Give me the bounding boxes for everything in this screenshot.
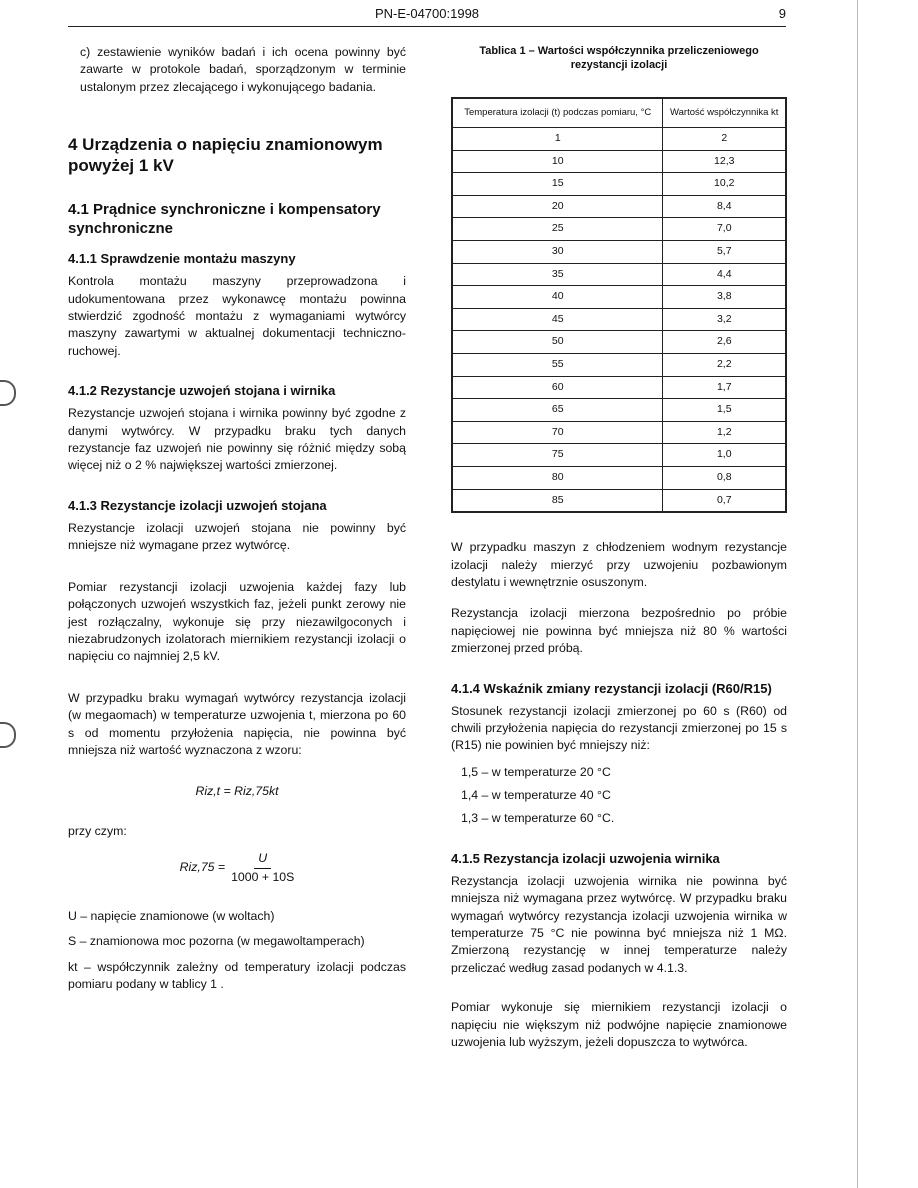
table-cell-coefficient: 2 bbox=[663, 128, 786, 151]
formula-riz-75 bbox=[68, 850, 406, 886]
table-cell-coefficient: 3,2 bbox=[663, 308, 786, 331]
table-row bbox=[452, 331, 786, 354]
table-row bbox=[452, 240, 786, 263]
definition-u: U – napięcie znamionowe (w woltach) bbox=[68, 908, 275, 923]
table-1-caption: Tablica 1 – Wartości współczynnika przeliczeniowego rezystancji izolacji bbox=[479, 45, 759, 71]
table-cell-temperature: 1 bbox=[452, 128, 663, 151]
table-row bbox=[452, 444, 786, 467]
table-cell-temperature: 15 bbox=[452, 173, 663, 196]
left-column bbox=[68, 44, 406, 994]
table-row bbox=[452, 150, 786, 173]
table-cell-coefficient: 1,7 bbox=[663, 376, 786, 399]
document-id: PN-E-04700:1998 bbox=[374, 6, 480, 21]
paragraph-after-test: Rezystancja izolacji mierzona bezpośrednio po próbie napięciowej nie powinna być mniejsza niż 80 % wartości zmierzonej przed próbą. bbox=[451, 606, 787, 656]
section-4-1-2-heading: 4.1.2 Rezystancje uzwojeń stojana i wirnika bbox=[68, 383, 336, 399]
paragraph-water-cooling: W przypadku maszyn z chłodzeniem wodnym rezystancje izolacji należy mierzyć przy uzwojeniu pozbawionym destylatu i wewnętrznie osuszonym. bbox=[451, 540, 787, 589]
binder-hole-mark bbox=[0, 722, 16, 748]
definition-s: S – znamionowa moc pozorna (w megawoltamperach) bbox=[68, 934, 365, 949]
right-column bbox=[451, 44, 787, 1051]
table-1 bbox=[451, 97, 787, 513]
fraction-denominator: 1000 + 10S bbox=[231, 869, 295, 884]
table-cell-coefficient: 0,8 bbox=[663, 466, 786, 489]
paragraph-c: c) zestawienie wyników badań i ich ocena powinny być zawarte w protokole badań, sporządzonym w terminie ustalonym przez zlecającego i wykonującego badania. bbox=[80, 45, 406, 94]
table-cell-temperature: 70 bbox=[452, 421, 663, 444]
table-cell-coefficient: 1,2 bbox=[663, 421, 786, 444]
page-number: 9 bbox=[778, 6, 786, 21]
section-4-1-5-heading: 4.1.5 Rezystancja izolacji uzwojenia wirnika bbox=[451, 850, 720, 866]
table-header-row bbox=[452, 98, 786, 128]
list-item: 1,3 – w temperaturze 60 °C. bbox=[461, 810, 615, 825]
table-cell-coefficient: 12,3 bbox=[663, 150, 786, 173]
table-header-temperature: Temperatura izolacji (t) podczas pomiaru, °C bbox=[452, 98, 663, 128]
section-4-1-4-heading: 4.1.4 Wskaźnik zmiany rezystancji izolacji (R60/R15) bbox=[451, 680, 772, 696]
table-row bbox=[452, 286, 786, 309]
table-body bbox=[452, 128, 786, 513]
page-edge-line bbox=[857, 0, 858, 1188]
table-cell-coefficient: 1,5 bbox=[663, 399, 786, 422]
table-cell-temperature: 60 bbox=[452, 376, 663, 399]
table-row bbox=[452, 399, 786, 422]
paragraph-4-1-2: Rezystancje uzwojeń stojana i wirnika powinny być zgodne z danymi wytwórcy. W przypadku braku tych danych rezystancje faz uzwojeń nie powinny się różnić między sobą więcej niż o 2 % największej wartości zmierzonej. bbox=[68, 406, 406, 473]
paragraph-4-1-3c: W przypadku braku wymagań wytwórcy rezystancja izolacji (w megaomach) w temperaturze uzwojenia t, mierzona po 60 s od momentu przyłożenia napięcia, nie powinna być mniejsza niż wartość wyznaczona z wzoru: bbox=[68, 690, 406, 757]
table-row bbox=[452, 195, 786, 218]
table-row bbox=[452, 218, 786, 241]
table-cell-temperature: 85 bbox=[452, 489, 663, 512]
formula-riz-t: Riz,t = Riz,75kt bbox=[195, 784, 279, 799]
list-item: 1,4 – w temperaturze 40 °C bbox=[461, 787, 611, 802]
table-row bbox=[452, 489, 786, 512]
table-header-coefficient: Wartość współczynnika kt bbox=[663, 98, 786, 128]
table-cell-coefficient: 8,4 bbox=[663, 195, 786, 218]
table-row bbox=[452, 353, 786, 376]
table-cell-temperature: 35 bbox=[452, 263, 663, 286]
table-cell-temperature: 20 bbox=[452, 195, 663, 218]
definition-kt: kt – współczynnik zależny od temperatury izolacji podczas pomiaru podany w tablicy 1 . bbox=[68, 959, 406, 992]
fraction-numerator: U bbox=[254, 850, 271, 868]
table-cell-coefficient: 7,0 bbox=[663, 218, 786, 241]
table-cell-coefficient: 1,0 bbox=[663, 444, 786, 467]
table-cell-temperature: 65 bbox=[452, 399, 663, 422]
section-4-1-heading: 4.1 Prądnice synchroniczne i kompensatory synchroniczne bbox=[68, 201, 381, 238]
formula-riz-75-lhs: Riz,75 = bbox=[179, 860, 226, 875]
table-cell-temperature: 45 bbox=[452, 308, 663, 331]
table-cell-coefficient: 0,7 bbox=[663, 489, 786, 512]
page-header bbox=[68, 4, 786, 27]
section-4-heading: 4 Urządzenia o napięciu znamionowym powyżej 1 kV bbox=[68, 135, 383, 176]
paragraph-4-1-5b: Pomiar wykonuje się miernikiem rezystancji izolacji o napięciu nie większym niż podwójne napięcie znamionowe uzwojenia lub wyższym, jeżeli dopuszcza to wytwórca. bbox=[451, 1000, 787, 1049]
table-cell-temperature: 40 bbox=[452, 286, 663, 309]
table-cell-coefficient: 3,8 bbox=[663, 286, 786, 309]
table-cell-temperature: 55 bbox=[452, 353, 663, 376]
fraction bbox=[231, 850, 294, 886]
table-row bbox=[452, 173, 786, 196]
table-row bbox=[452, 466, 786, 489]
table-cell-temperature: 10 bbox=[452, 150, 663, 173]
ratio-list bbox=[451, 761, 787, 830]
section-4-1-1-heading: 4.1.1 Sprawdzenie montażu maszyny bbox=[68, 251, 296, 267]
table-cell-coefficient: 2,6 bbox=[663, 331, 786, 354]
table-cell-temperature: 80 bbox=[452, 466, 663, 489]
list-item: 1,5 – w temperaturze 20 °C bbox=[461, 764, 611, 779]
przy-czym-label: przy czym: bbox=[68, 823, 127, 838]
table-cell-coefficient: 4,4 bbox=[663, 263, 786, 286]
paragraph-4-1-1: Kontrola montażu maszyny przeprowadzona i udokumentowana przez wykonawcę montażu powinna stwierdzić zgodność montażu z wymaganiami wytwórcy maszyny zawartymi w aktualnej dokumentacji techniczno-ruchowej. bbox=[68, 274, 406, 358]
table-cell-coefficient: 10,2 bbox=[663, 173, 786, 196]
table-row bbox=[452, 128, 786, 151]
table-row bbox=[452, 376, 786, 399]
table-cell-temperature: 75 bbox=[452, 444, 663, 467]
table-cell-temperature: 25 bbox=[452, 218, 663, 241]
table-row bbox=[452, 263, 786, 286]
table-cell-coefficient: 5,7 bbox=[663, 240, 786, 263]
paragraph-4-1-3b: Pomiar rezystancji izolacji uzwojenia każdej fazy lub połączonych uzwojeń wszystkich faz, jeżeli punkt zerowy nie jest rozłączalny, wykonuje się przy niezawilgoconych i niezabrudzonych izolatorach miernikiem rezystancji izolacji o napięciu co najmniej 2,5 kV. bbox=[68, 579, 406, 664]
table-cell-temperature: 30 bbox=[452, 240, 663, 263]
paragraph-4-1-4: Stosunek rezystancji izolacji zmierzonej po 60 s (R60) od chwili przyłożenia napięcia do rezystancji zmierzonej po 15 s (R15) nie powinien być mniejszy niż: bbox=[451, 703, 787, 753]
table-cell-temperature: 50 bbox=[452, 331, 663, 354]
binder-hole-mark bbox=[0, 380, 16, 406]
table-row bbox=[452, 308, 786, 331]
table-row bbox=[452, 421, 786, 444]
table-cell-coefficient: 2,2 bbox=[663, 353, 786, 376]
paragraph-4-1-5a: Rezystancja izolacji uzwojenia wirnika nie powinna być mniejsza niż wymagana przez wytwórcę. W przypadku braku wymagań wytwórcy rezystancja izolacji uzwojenia wirnika w temperaturze 75 °C nie powinna być mniejsza niż 1 MΩ. Zmierzoną rezystancję w innej temperaturze należy przeliczać według zasad podanych w 4.1.3. bbox=[451, 873, 787, 975]
paragraph-4-1-3a: Rezystancje izolacji uzwojeń stojana nie powinny być mniejsze niż wymagane przez wytwórcę. bbox=[68, 520, 406, 553]
section-4-1-3-heading: 4.1.3 Rezystancje izolacji uzwojeń stojana bbox=[68, 497, 327, 513]
